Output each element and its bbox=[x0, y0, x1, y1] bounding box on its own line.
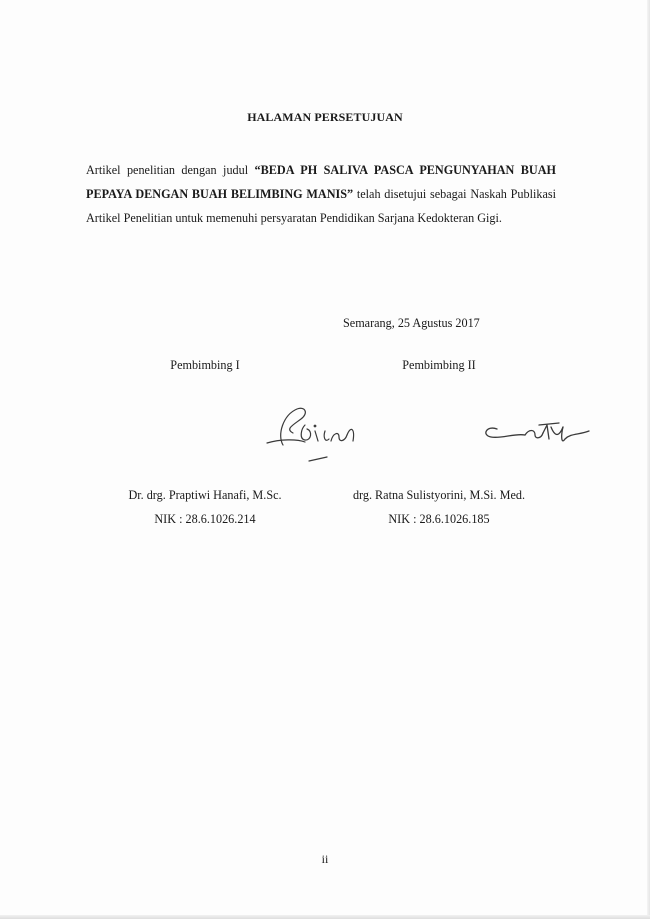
article-title: “BEDA PH SALIVA PASCA PENGUNYAHAN BUAH PEPAYA DENGAN BUAH BELIMBING MANIS” bbox=[86, 163, 556, 201]
supervisor-1-nik: NIK : 28.6.1026.214 bbox=[154, 512, 256, 526]
page-edge-bottom bbox=[0, 915, 650, 919]
paragraph-rest: telah disetujui sebagai Naskah Publikasi Artikel Penelitian untuk memenuhi persyaratan Pendidikan Sarjana Kedokteran Gigi. bbox=[86, 187, 556, 225]
paragraph-intro: Artikel penelitian dengan judul bbox=[86, 163, 255, 177]
supervisor-2-nik: NIK : 28.6.1026.185 bbox=[388, 512, 490, 526]
place-date: Semarang, 25 Agustus 2017 bbox=[343, 316, 480, 330]
supervisor-1-signature bbox=[205, 395, 425, 475]
supervisor-2-signature bbox=[439, 395, 650, 475]
supervisor-2-role: Pembimbing II bbox=[402, 358, 476, 372]
supervisor-1-role: Pembimbing I bbox=[170, 358, 240, 372]
supervisor-2-name: drg. Ratna Sulistyorini, M.Si. Med. bbox=[352, 488, 526, 502]
page-number: ii bbox=[321, 852, 329, 866]
page-title: HALAMAN PERSETUJUAN bbox=[247, 110, 403, 124]
approval-paragraph bbox=[86, 158, 556, 230]
supervisor-1-name: Dr. drg. Praptiwi Hanafi, M.Sc. bbox=[128, 488, 282, 502]
